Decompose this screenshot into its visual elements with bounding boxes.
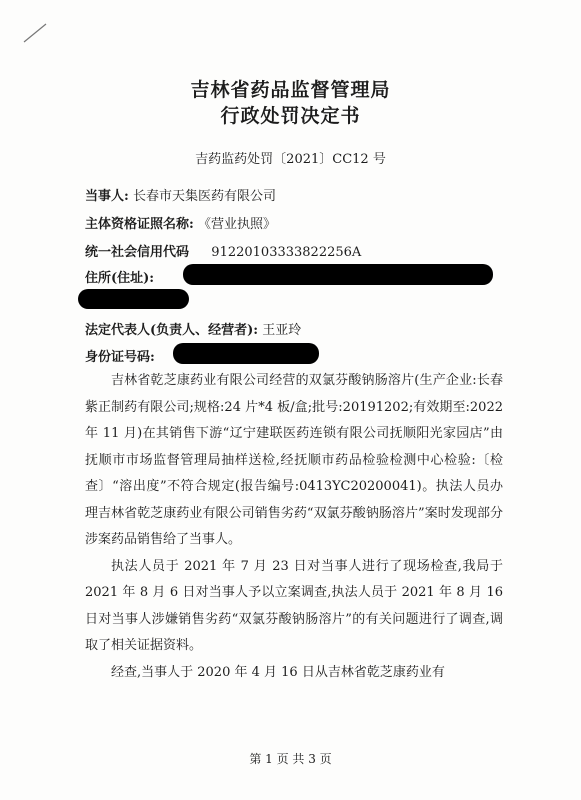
credit-code-row bbox=[85, 241, 361, 260]
cert-value: 《营业执照》 bbox=[197, 217, 276, 232]
address-redaction bbox=[183, 264, 493, 285]
page-footer: 第 1 页 共 3 页 bbox=[249, 752, 332, 766]
pen-mark bbox=[22, 22, 48, 44]
paragraph-1: 吉林省乾芝康药业有限公司经营的双氯芬酸钠肠溶片(生产企业:长春紫正制药有限公司;规格:24 片*4 板/盒;批号:20191202;有效期至:2022 年 11 月)在其销售下游“辽宁建联医药连锁有限公司抚顺阳光家园店”由抚顺市市场监督管理局抽样送检,经抚顺市药品检验检测中心检验:〔检查〕“溶出度”不符合规定(报告编号:0413YC20200041)。执法人员办理吉林省乾芝康药业有限公司销售劣药“双氯芬酸钠肠溶片”案时发现部分涉案药品销售给了当事人。 bbox=[85, 373, 503, 547]
legal-rep-value: 王亚玲 bbox=[262, 323, 302, 338]
body-text bbox=[85, 368, 503, 686]
party-name-row bbox=[85, 185, 276, 204]
address-redaction-2 bbox=[78, 289, 189, 309]
cert-row bbox=[85, 213, 276, 232]
document-number: 吉药监药处罚〔2021〕CC12 号 bbox=[195, 152, 386, 167]
paragraph-3: 经查,当事人于 2020 年 4 月 16 日从吉林省乾芝康药业有 bbox=[111, 664, 445, 680]
legal-rep-row bbox=[85, 319, 301, 338]
id-number-row bbox=[85, 346, 155, 365]
address-label: 住所(住址): bbox=[85, 271, 155, 286]
paragraph-2: 执法人员于 2021 年 7 月 23 日对当事人进行了现场检查,我局于 2021 年 8 月 6 日对当事人予以立案调查,执法人员于 2021 年 8 月 16 日对当事人涉嫌销售劣药“双氯芬酸钠肠溶片”的有关问题进行了调查,调取了相关证据资料。 bbox=[85, 558, 503, 653]
agency-title: 吉林省药品监督管理局 bbox=[190, 79, 391, 101]
party-name-value: 长春市天集医药有限公司 bbox=[132, 189, 276, 204]
address-row bbox=[85, 267, 154, 286]
id-number-label: 身份证号码: bbox=[85, 350, 155, 365]
credit-code-value: 91220103333822256A bbox=[211, 245, 362, 260]
credit-code-label: 统一社会信用代码 bbox=[85, 245, 190, 260]
legal-rep-label: 法定代表人(负责人、经营者): bbox=[85, 323, 259, 338]
cert-label: 主体资格证照名称: bbox=[85, 217, 194, 232]
document-type-title: 行政处罚决定书 bbox=[220, 105, 361, 127]
id-number-redaction bbox=[173, 343, 319, 364]
party-name-label: 当事人: bbox=[85, 189, 129, 204]
